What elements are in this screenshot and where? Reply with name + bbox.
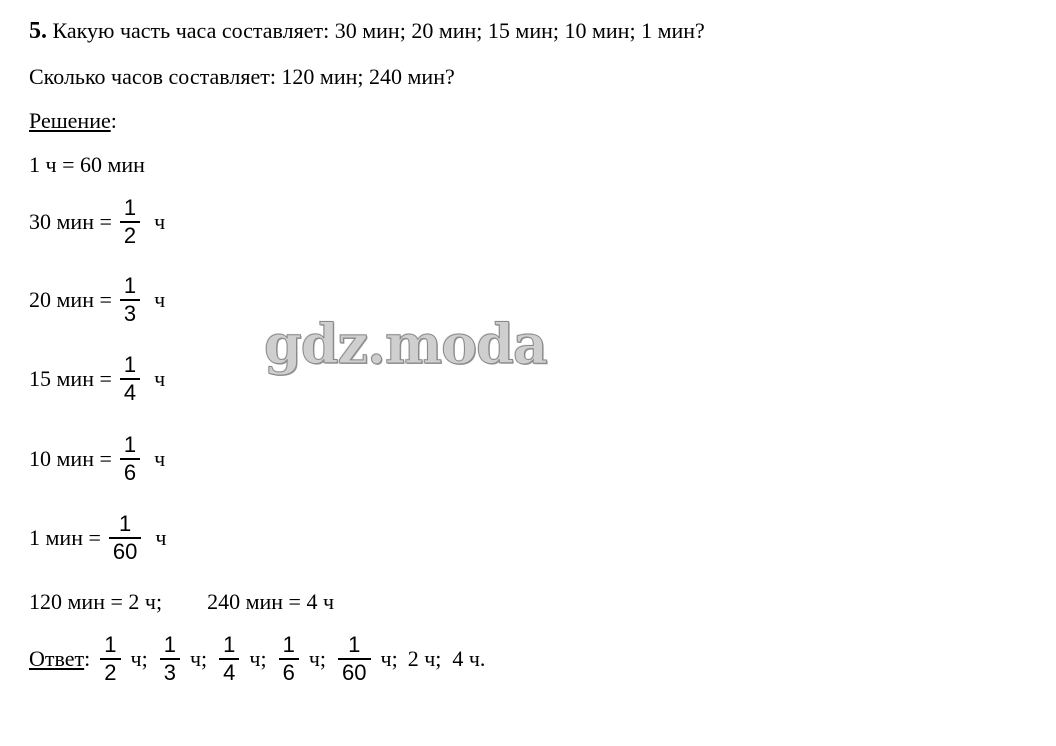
fraction-denominator: 2	[104, 660, 117, 685]
fraction-numerator: 1	[123, 195, 137, 220]
answer-unit: ч;	[308, 646, 327, 671]
equation-left: 30 мин =	[29, 209, 112, 234]
equation-row	[29, 432, 165, 486]
answer-fraction	[160, 632, 180, 686]
fraction-denominator: 6	[123, 460, 137, 485]
answer-line	[29, 632, 485, 686]
answer-unit: ч;	[249, 646, 267, 671]
fraction-denominator: 3	[163, 660, 176, 685]
fraction-denominator: 60	[112, 539, 138, 564]
task-line-1	[29, 18, 705, 44]
equation-unit: ч	[154, 446, 166, 471]
fraction-numerator: 1	[123, 273, 137, 298]
fraction-denominator: 4	[123, 380, 137, 405]
equation-left: 10 мин =	[29, 446, 112, 471]
fraction	[109, 511, 141, 565]
equation-left: 15 мин =	[29, 366, 112, 391]
fraction-denominator: 60	[342, 660, 367, 685]
equation-unit: ч	[154, 366, 166, 391]
fraction-denominator: 6	[282, 660, 295, 685]
equation-row	[29, 273, 165, 327]
equation-row	[29, 195, 165, 249]
answer-unit: ч;	[189, 646, 208, 671]
answer-label: Ответ	[29, 646, 85, 671]
fraction-numerator: 1	[104, 632, 117, 657]
solution-heading	[29, 108, 117, 134]
hours-a: 120 мин = 2 ч;	[29, 589, 163, 614]
solution-colon: :	[110, 108, 117, 133]
equation-unit: ч	[155, 525, 167, 550]
fraction-numerator: 1	[119, 511, 132, 536]
answer-fraction	[338, 632, 370, 686]
fraction-denominator: 3	[123, 301, 137, 326]
answer-fraction	[219, 632, 239, 686]
fraction-numerator: 1	[282, 632, 295, 657]
equation-left: 1 мин =	[29, 525, 101, 550]
watermark: gdz.moda	[264, 312, 547, 376]
hours-line	[29, 589, 334, 615]
base-equation-text: 1 ч = 60 мин	[29, 152, 145, 177]
fraction-denominator: 4	[223, 660, 236, 685]
answer-unit: ч;	[130, 646, 148, 671]
fraction-numerator: 1	[163, 632, 176, 657]
fraction	[120, 432, 140, 486]
answer-colon: :	[84, 646, 91, 671]
equation-unit: ч	[154, 209, 166, 234]
fraction-numerator: 1	[348, 632, 361, 657]
fraction-numerator: 1	[123, 432, 137, 457]
solution-label: Решение	[29, 108, 111, 133]
answer-unit: ч;	[380, 646, 398, 671]
equation-left: 20 мин =	[29, 287, 112, 312]
base-equation	[29, 152, 145, 178]
fraction-numerator: 1	[123, 352, 137, 377]
fraction	[120, 195, 140, 249]
answer-fraction	[279, 632, 299, 686]
answer-tail: 2 ч; 4 ч.	[407, 646, 486, 671]
equation-unit: ч	[154, 287, 166, 312]
fraction	[120, 273, 140, 327]
answer-fraction	[100, 632, 120, 686]
task-question-2: Сколько часов составляет: 120 мин; 240 мин?	[29, 64, 455, 89]
task-line-2	[29, 64, 455, 90]
fraction-numerator: 1	[223, 632, 236, 657]
equation-row	[29, 511, 166, 565]
fraction	[120, 352, 140, 406]
task-number: 5.	[29, 18, 47, 44]
fraction-denominator: 2	[123, 223, 137, 248]
equation-row	[29, 352, 165, 406]
hours-b: 240 мин = 4 ч	[207, 589, 335, 614]
task-question-1: Какую часть часа составляет: 30 мин; 20 мин; 15 мин; 10 мин; 1 мин?	[52, 18, 705, 43]
